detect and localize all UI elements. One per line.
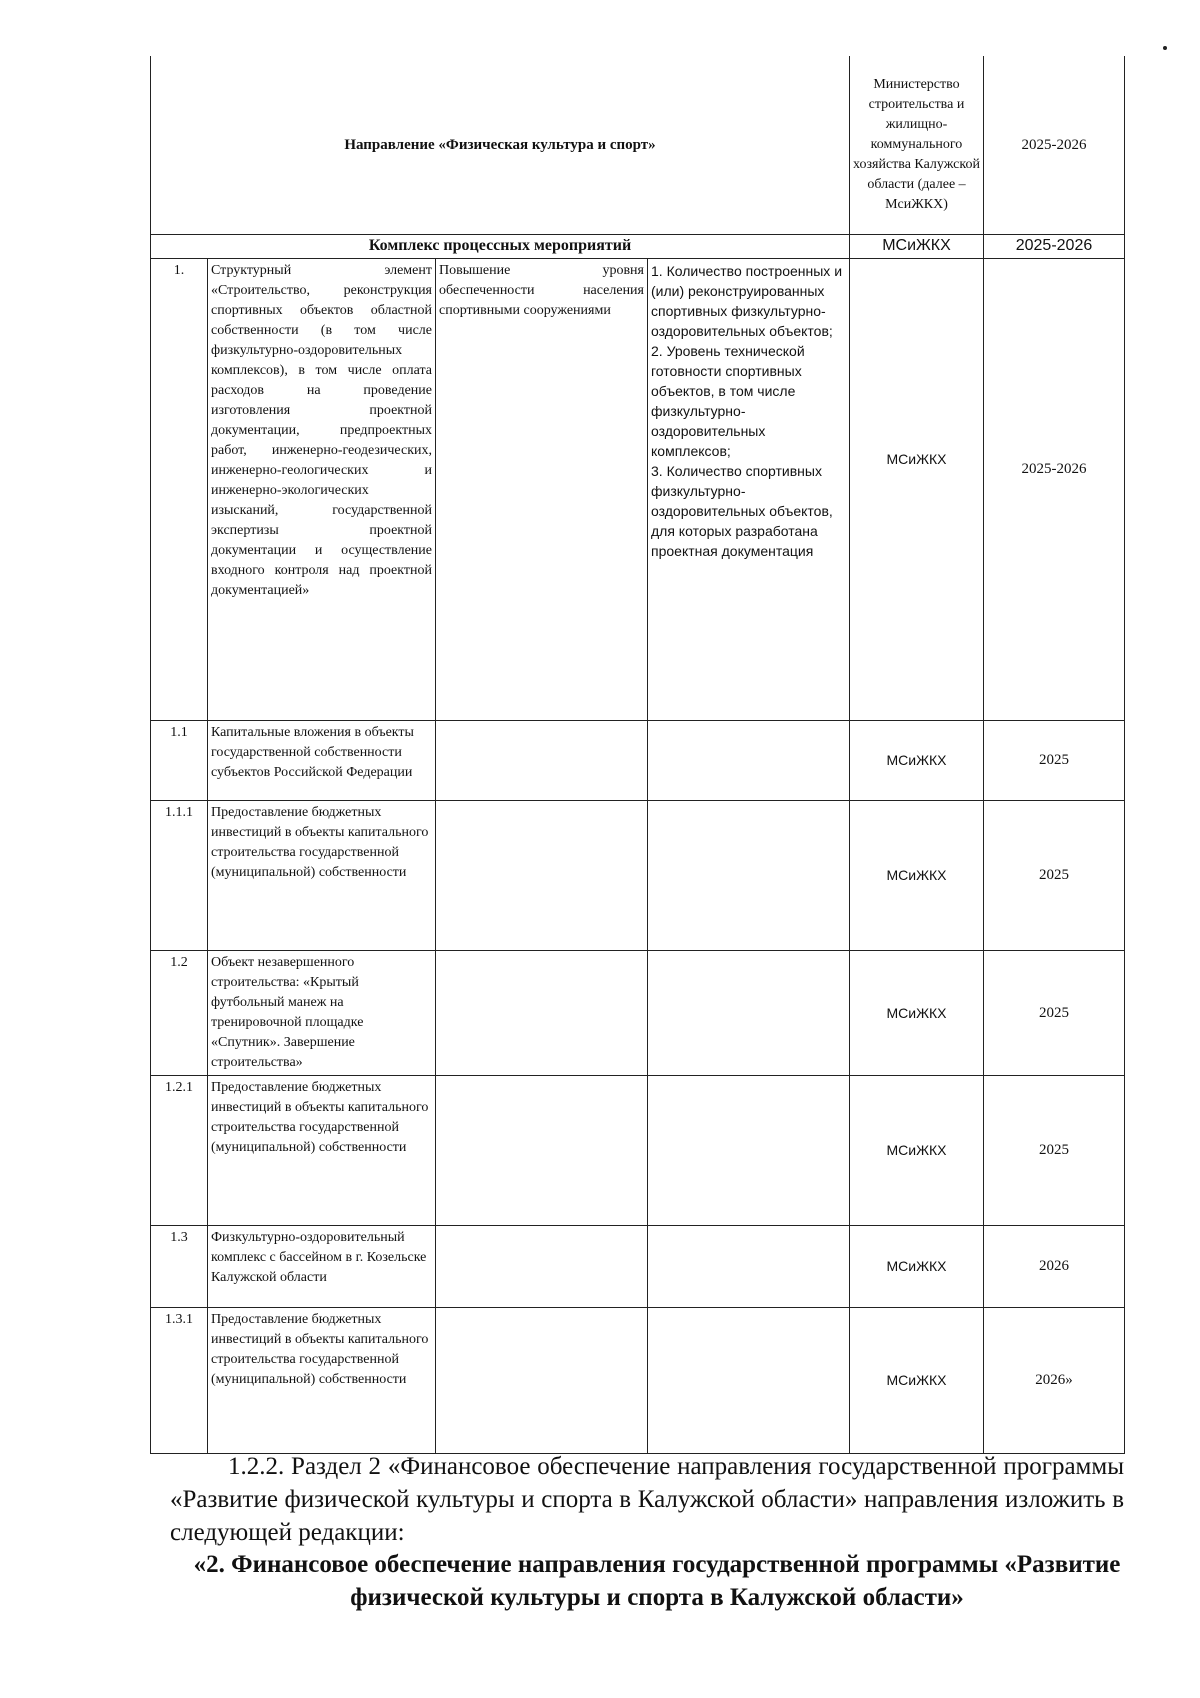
row-period: 2025 [984, 800, 1125, 950]
row-task: Повышение уровня обеспеченности населения спортивными сооружениями [436, 258, 648, 720]
row-number: 1.1 [151, 720, 208, 800]
row-ministry: МСиЖКХ [850, 950, 984, 1075]
measures-table-wrapper [150, 56, 1124, 1454]
amendment-paragraph: 1.2.2. Раздел 2 «Финансовое обеспечение направления государственной программы «Развитие физической культуры и спорта в Калужской области» направления изложить в следующей редакции: [170, 1453, 1124, 1546]
row-indicators [648, 1225, 850, 1307]
row-number: 1.3 [151, 1225, 208, 1307]
row-task [436, 950, 648, 1075]
table-row [151, 1075, 1125, 1225]
row-period: 2025-2026 [984, 258, 1125, 720]
row-indicators: 1. Количество построенных и (или) реконструированных спортивных физкультурно-оздоровительных объектов; 2. Уровень технической готовности спортивных объектов, в том числе физкультурно-оздоровительных комплексов; 3. Количество спортивных физкультурно-оздоровительных объектов, для которых разработана проектная документация [648, 258, 850, 720]
table-row [151, 950, 1125, 1075]
row-name: Предоставление бюджетных инвестиций в объекты капитального строительства государственной (муниципальной) собственности [208, 800, 436, 950]
row-task [436, 720, 648, 800]
direction-title: Направление «Физическая культура и спорт» [151, 56, 850, 234]
row-number: 1.2 [151, 950, 208, 1075]
row-task [436, 1225, 648, 1307]
row-ministry: МСиЖКХ [850, 720, 984, 800]
row-name: Физкультурно-оздоровительный комплекс с бассейном в г. Козельске Калужской области [208, 1225, 436, 1307]
row-number: 1.2.1 [151, 1075, 208, 1225]
complex-ministry: МСиЖКХ [850, 234, 984, 258]
table-row [151, 258, 1125, 720]
row-ministry: МСиЖКХ [850, 1307, 984, 1453]
row-ministry: МСиЖКХ [850, 800, 984, 950]
row-name: Объект незавершенного строительства: «Крытый футбольный манеж на тренировочной площадке «Спутник». Завершение строительства» [208, 950, 436, 1075]
table-row [151, 800, 1125, 950]
row-task [436, 800, 648, 950]
row-number: 1.3.1 [151, 1307, 208, 1453]
table-row [151, 1307, 1125, 1453]
row-period: 2026 [984, 1225, 1125, 1307]
complex-title: Комплекс процессных мероприятий [151, 234, 850, 258]
row-indicators [648, 800, 850, 950]
row-task [436, 1075, 648, 1225]
row-period: 2026» [984, 1307, 1125, 1453]
measures-table [150, 56, 1125, 1454]
scan-speck [1163, 46, 1167, 50]
row-indicators [648, 720, 850, 800]
direction-period: 2025-2026 [984, 56, 1125, 234]
section-heading: «2. Финансовое обеспечение направления государственной программы «Развитие физической культуры и спорта в Калужской области» [193, 1551, 1121, 1611]
table-row [151, 720, 1125, 800]
row-ministry: МСиЖКХ [850, 258, 984, 720]
direction-row [151, 56, 1125, 234]
row-number: 1.1.1 [151, 800, 208, 950]
row-name: Капитальные вложения в объекты государственной собственности субъектов Российской Федерации [208, 720, 436, 800]
table-row [151, 1225, 1125, 1307]
complex-period: 2025-2026 [984, 234, 1125, 258]
direction-ministry: Министерство строительства и жилищно-коммунального хозяйства Калужской области (далее – МсиЖКХ) [850, 56, 984, 234]
row-name: Предоставление бюджетных инвестиций в объекты капитального строительства государственной (муниципальной) собственности [208, 1075, 436, 1225]
row-indicators [648, 1307, 850, 1453]
row-indicators [648, 1075, 850, 1225]
row-period: 2025 [984, 720, 1125, 800]
row-period: 2025 [984, 950, 1125, 1075]
row-ministry: МСиЖКХ [850, 1075, 984, 1225]
row-indicators [648, 950, 850, 1075]
row-name: Структурный элемент «Строительство, реконструкция спортивных объектов областной собственности (в том числе физкультурно-оздоровительных комплексов), в том числе оплата расходов на проведение изготовления проектной документации, предпроектных работ, инженерно-геодезических, инженерно-геологических и инженерно-экологических изысканий, государственной экспертизы проектной документации и осуществление входного контроля над проектной документацией» [208, 258, 436, 720]
complex-row [151, 234, 1125, 258]
row-name: Предоставление бюджетных инвестиций в объекты капитального строительства государственной (муниципальной) собственности [208, 1307, 436, 1453]
row-ministry: МСиЖКХ [850, 1225, 984, 1307]
row-task [436, 1307, 648, 1453]
row-period: 2025 [984, 1075, 1125, 1225]
row-number: 1. [151, 258, 208, 720]
